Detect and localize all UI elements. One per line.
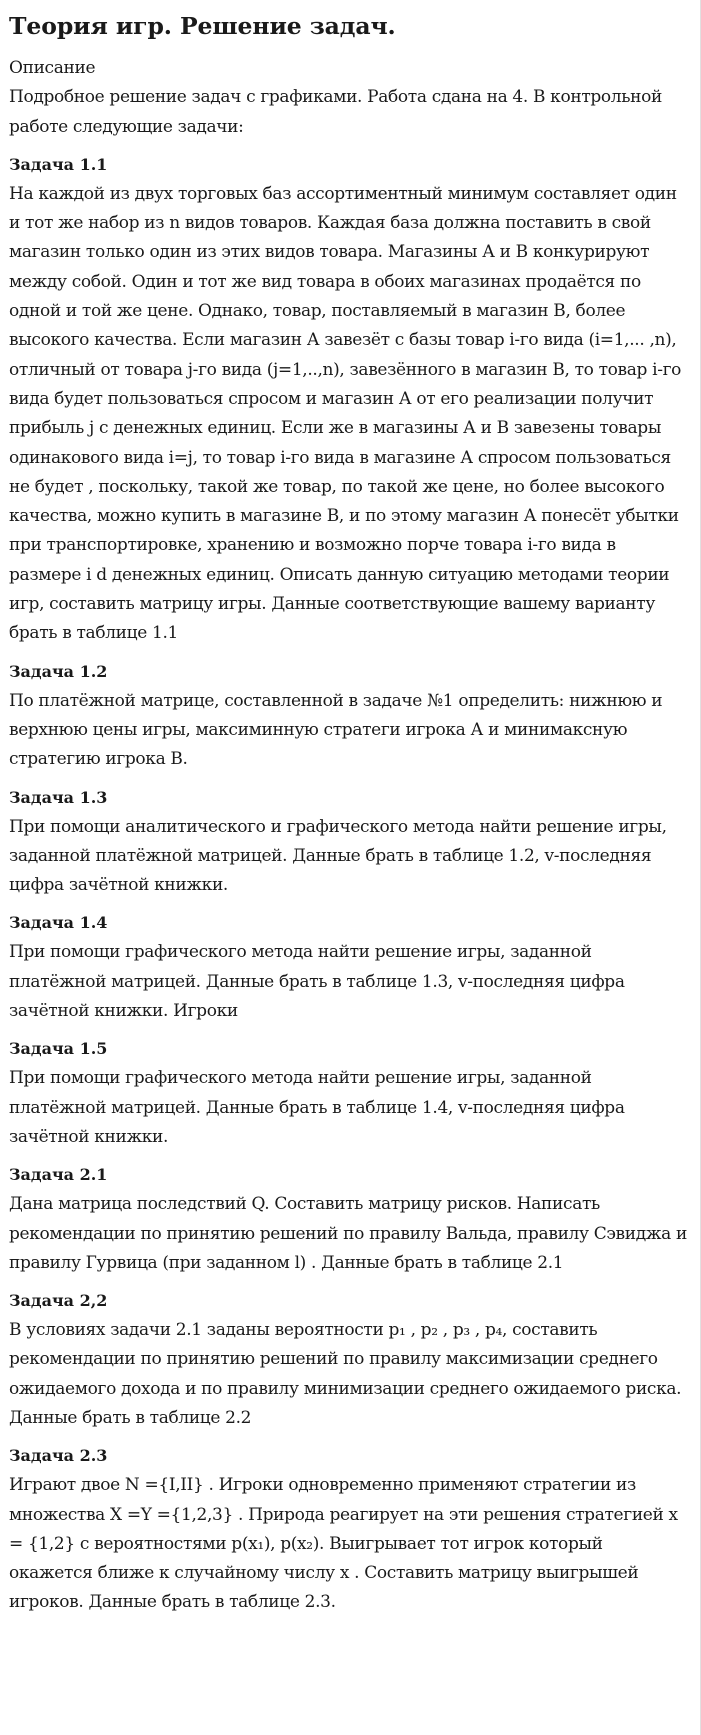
task-item [9,1433,691,1617]
task-list [9,142,691,1618]
task-item [9,775,691,901]
task-text: Дана матрица последствий Q. Составить матрицу рисков. Написать рекомендации по принятию решений по правилу Вальда, правилу Сэвиджа и правилу Гурвица (при заданном l) . Данные брать в таблице 2.1 [9,1194,687,1273]
task-item [9,649,691,775]
task-heading: Задача 2.3 [9,1446,108,1466]
task-text: При помощи аналитического и графического метода найти решение игры, заданной платёжной матрицей. Данные брать в таблице 1.2, v-последняя цифра зачётной книжки. [9,816,667,896]
task-text: При помощи графического метода найти решение игры, заданной платёжной матрицей. Данные брать в таблице 1.3, v-последняя цифра зачётной книжки. Игроки [9,942,625,1022]
task-text: При помощи графического метода найти решение игры, заданной платёжной матрицей. Данные брать в таблице 1.4, v-последняя цифра зачётной книжки. [9,1068,625,1147]
intro-text: Подробное решение задач с графиками. Работа сдана на 4. В контрольной работе следующие задачи: [9,87,662,137]
task-heading: Задача 2.1 [9,1165,108,1185]
task-item [9,900,691,1026]
task-item [9,1152,691,1278]
page-title: Теория игр. Решение задач. [9,12,396,40]
task-item [9,142,691,649]
task-text: По платёжной матрице, составленной в задаче №1 определить: нижнюю и верхнюю цены игры, максиминную стратеги игрока А и минимаксную стратегию игрока В. [9,690,663,770]
task-text: На каждой из двух торговых баз ассортиментный минимум составляет один и тот же набор из n видов товаров. Каждая база должна поставить в свой магазин только один из этих видов товара. Магазины А и В конкурируют между собой. Один и тот же вид товара в обоих магазинах продаётся по одной и той же цене. Однако, товар, поставляемый в магазин В, более высокого качества. Если магазин А завезёт с базы товар i-го вида (i=1,... ,n), отличный от товара j-го вида (j=1,..,n), завезённого в магазин В, то товар i-го вида будет пользоваться спросом и магазин А от его реализации получит прибыль j с денежных единиц. Если же в магазины А и В завезены товары одинакового вида i=j, то товар i-го вида в магазине А спросом пользоваться не будет , поскольку, такой же товар, по такой же цене, но более высокого качества, можно купить в магазине В, и по этому магазин А понесёт убытки при транспортировке, хранению и возможно порче товара i-го вида в размере i d денежных единиц. Описать данную ситуацию методами теории игр, составить матрицу игры. Данные соответствующие вашему варианту брать в таблице 1.1 [9,183,682,644]
task-text: В условиях задачи 2.1 заданы вероятности p₁ , p₂ , p₃ , p₄, составить рекомендации по принятию решений по правилу максимизации среднего ожидаемого дохода и по правилу минимизации среднего ожидаемого риска. Данные брать в таблице 2.2 [9,1320,682,1428]
task-heading: Задача 1.2 [9,661,108,681]
task-text: Играют двое N ={I,II} . Игроки одновременно применяют стратегии из множества X =Y ={1,2,3} . Природа реагирует на эти решения стратегией x = {1,2} с вероятностями p(x₁), p(x₂). Выигрывает тот игрок который окажется ближе к случайному числу x . Составить матрицу выигрышей игроков. Данные брать в таблице 2.3. [9,1475,678,1613]
task-heading: Задача 1.5 [9,1039,108,1059]
task-heading: Задача 1.3 [9,787,108,807]
task-item [9,1026,691,1152]
task-heading: Задача 2,2 [9,1291,108,1311]
description-section [9,54,691,142]
description-label: Описание [9,58,96,78]
task-heading: Задача 1.4 [9,913,108,933]
task-item [9,1278,691,1433]
task-heading: Задача 1.1 [9,154,108,174]
